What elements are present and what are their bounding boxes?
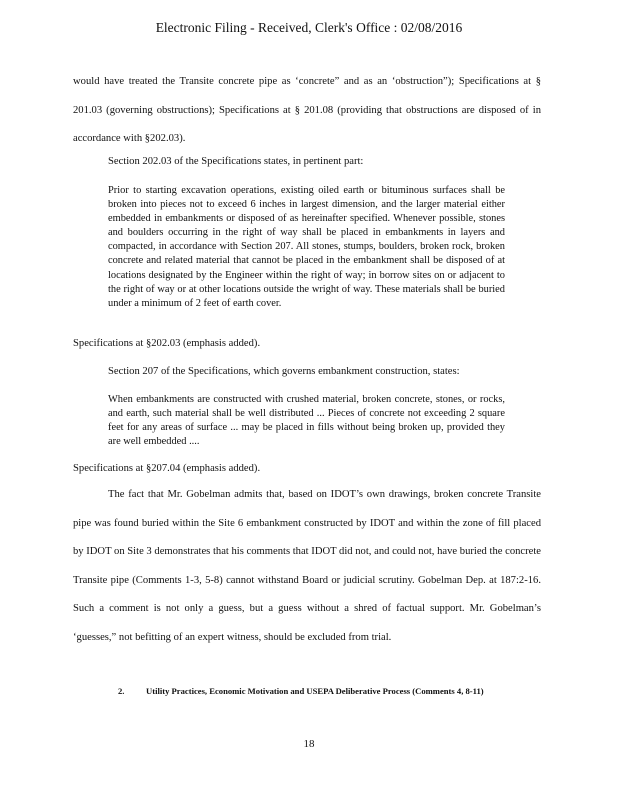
citation-207: Specifications at §207.04 (emphasis added).: [73, 463, 261, 474]
page-number: 18: [303, 738, 315, 750]
body-paragraph-1: would have treated the Transite concrete pipe as ‘concrete” and as an ‘obstruction”); Specifications at § 201.03 (governing obstructions); Specifications at § 201.08 (providing that obstructions are disposed of in accordance with §202.03).: [73, 76, 541, 144]
block-quote-207: When embankments are constructed with crushed material, broken concrete, stones, or rocks, and earth, such material shall be well distributed ... Pieces of concrete not exceeding 2 square feet for any areas of surface ... may be placed in fills without being broken up, provided they are well embedded ....: [108, 394, 505, 448]
filing-header: Electronic Filing - Received, Clerk's Office : 02/08/2016: [155, 20, 463, 35]
block-quote-202: Prior to starting excavation operations, existing oiled earth or bituminous surfaces shall be broken into pieces not to exceed 6 inches in largest dimension, and the larger material either embedded in embankments or disposed of as hereinafter specified. Whenever possible, stones and boulders occurring in the right of way shall be placed in embankments in layers and compacted, in accordance with Section 207. All stones, stumps, boulders, broken rock, broken concrete and related material that cannot be placed in the embankment shall be disposed of at locations designated by the Engineer within the right of way; in borrow sites on or adjacent to the right of way or at other locations outside the wright of way. These materials shall be buried under a minimum of 2 feet of earth cover.: [108, 185, 505, 309]
heading-title: Utility Practices, Economic Motivation and USEPA Deliberative Process (Comments 4, 8-11): [146, 686, 484, 696]
section-heading: [118, 685, 503, 698]
citation-202: Specifications at §202.03 (emphasis added).: [73, 338, 261, 349]
section-202-intro: Section 202.03 of the Specifications states, in pertinent part:: [108, 156, 364, 167]
body-paragraph-2: The fact that Mr. Gobelman admits that, based on IDOT’s own drawings, broken concrete Transite pipe was found buried within the Site 6 embankment constructed by IDOT and within the zone of fill placed by IDOT on Site 3 demonstrates that his comments that IDOT did not, and could not, have buried the concrete Transite pipe (Comments 1-3, 5-8) cannot withstand Board or judicial scrutiny. Gobelman Dep. at 187:2-16. Such a comment is not only a guess, but a guess without a shred of factual support. Mr. Gobelman’s ‘guesses,” not befitting of an expert witness, should be excluded from trial.: [73, 489, 541, 643]
section-207-intro: Section 207 of the Specifications, which governs embankment construction, states:: [108, 366, 460, 377]
heading-number: 2.: [118, 686, 125, 696]
